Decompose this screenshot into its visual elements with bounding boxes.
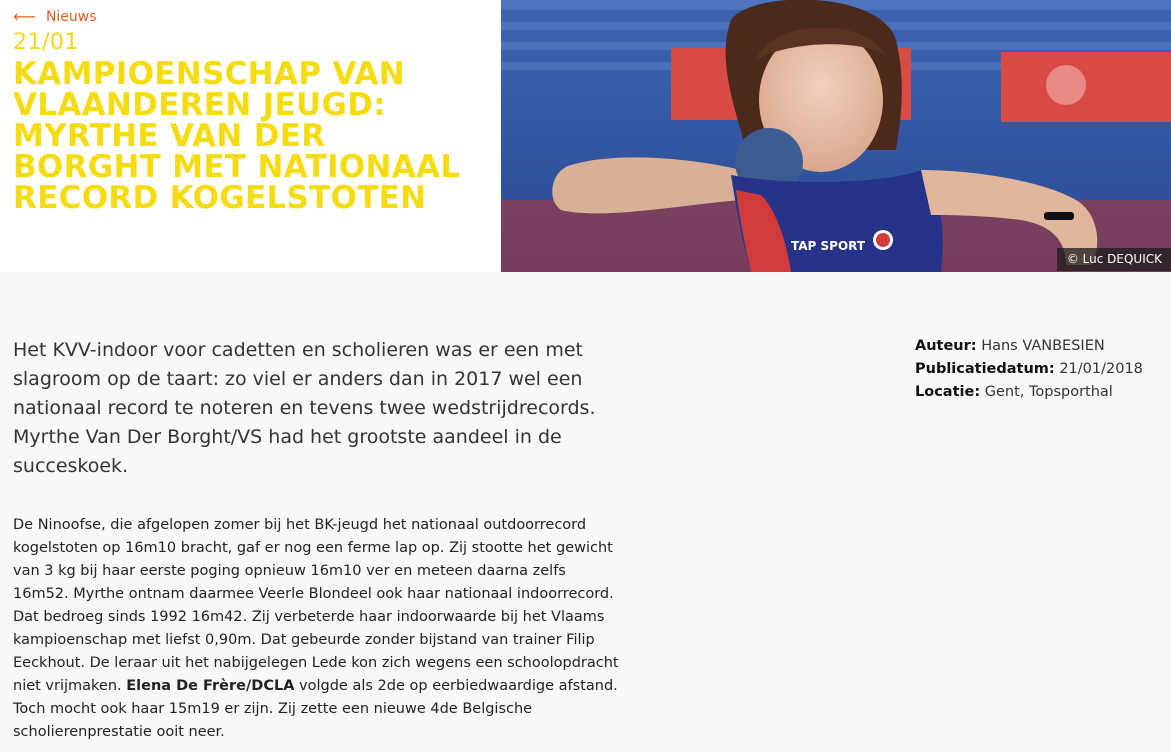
- article-photo: [501, 0, 1171, 272]
- athlete-photo-illustration: [501, 0, 1171, 272]
- meta-author: [915, 335, 1143, 358]
- meta-author-value: Hans VANBESIEN: [981, 338, 1105, 354]
- back-to-news-link[interactable]: [13, 9, 97, 25]
- photo-credit: © Luc DEQUICK: [1057, 248, 1171, 271]
- meta-location: [915, 381, 1143, 404]
- article-title: KAMPIOENSCHAP VAN VLAANDEREN JEUGD: MYRTHE VAN DER BORGHT MET NATIONAAL RECORD KOGELSTOTEN: [13, 56, 461, 216]
- article-date: 21/01: [13, 30, 79, 55]
- meta-location-label: Locatie:: [915, 384, 981, 400]
- article-body-text-1: De Ninoofse, die afgelopen zomer bij het BK-jeugd het nationaal outdoorrecord kogelstoten op 16m10 bracht, gaf er nog een ferme lap op. Zij stootte het gewicht van 3 kg bij haar eerste poging opnieuw 16m10 ver en meteen daarna zelfs 16m52. Myrthe ontnam daarmee Veerle Blondeel ook haar nationaal indoorrecord. Dat bedroeg sinds 1992 16m42. Zij verbeterde haar indoorwaarde bij het Vlaams kampioenschap met liefst 0,90m. Dat gebeurde zonder bijstand van trainer Filip Eeckhout. De leraar uit het nabijgelegen Lede kon zich wegens een schoolopdracht niet vrijmaken.: [13, 517, 619, 694]
- article-content: [0, 272, 1171, 752]
- meta-pubdate-label: Publicatiedatum:: [915, 361, 1055, 377]
- article-hero: [0, 0, 1171, 272]
- article-body-text-2: volgde als 2de op eerbiedwaardige afstand. Toch mocht ook haar 15m19 er zijn. Zij zette een nieuwe 4de Belgische scholierenprestatie ooit neer.: [13, 678, 618, 740]
- meta-pubdate: [915, 358, 1143, 381]
- athlete-name-highlight: Elena De Frère/DCLA: [126, 678, 295, 694]
- article-lead: Het KVV-indoor voor cadetten en scholieren was er een met slagroom op de taart: zo viel er anders dan in 2017 wel een nationaal record te noteren en tevens twee wedstrijdrecords. Myrthe Van Der Borght/VS had het grootste aandeel in de succeskoek.: [13, 339, 596, 477]
- article-meta: [915, 335, 1143, 404]
- back-link-label: Nieuws: [45, 9, 97, 25]
- article-body: [13, 514, 625, 744]
- meta-author-label: Auteur:: [915, 338, 977, 354]
- arrow-left-icon: ⟵: [13, 7, 36, 26]
- meta-location-value: Gent, Topsporthal: [984, 384, 1113, 400]
- svg-text:TAP SPORT: TAP SPORT: [791, 239, 866, 253]
- meta-pubdate-value: 21/01/2018: [1059, 361, 1143, 377]
